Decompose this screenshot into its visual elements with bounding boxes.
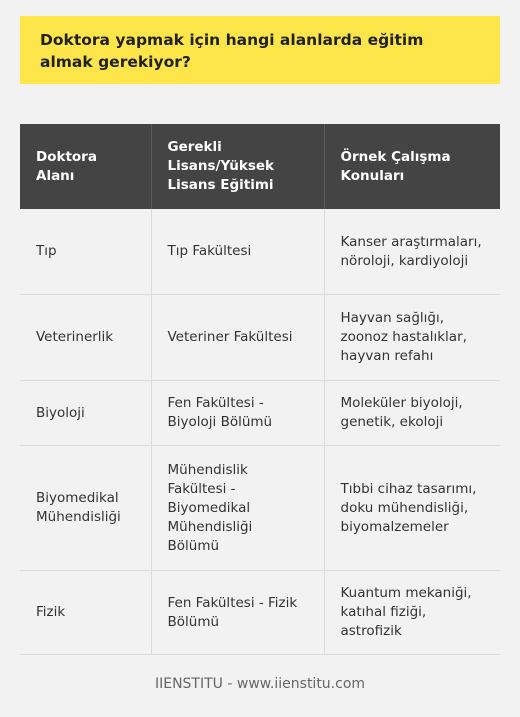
- cell-education: Mühendislik Fakültesi - Biyomedikal Mühendisliği Bölümü: [151, 446, 324, 571]
- table-row: [20, 571, 500, 655]
- table-row: [20, 209, 500, 295]
- footer-credit: IIENSTITU - www.iienstitu.com: [154, 676, 366, 692]
- cell-field: Tıp: [20, 209, 151, 295]
- cell-education: Fen Fakültesi - Biyoloji Bölümü: [151, 381, 324, 446]
- cell-topics: Kuantum mekaniği, katıhal fiziği, astrofizik: [324, 571, 500, 655]
- question-title: Doktora yapmak için hangi alanlarda eğitim almak gerekiyor?: [40, 31, 424, 71]
- cell-education: Tıp Fakültesi: [151, 209, 324, 295]
- question-banner: [20, 16, 500, 84]
- table-header-row: [20, 124, 500, 209]
- cell-topics: Tıbbi cihaz tasarımı, doku mühendisliği, biyomalzemeler: [324, 446, 500, 571]
- table-row: [20, 446, 500, 571]
- table-row: [20, 381, 500, 446]
- cell-field: Biyoloji: [20, 381, 151, 446]
- cell-education: Veteriner Fakültesi: [151, 295, 324, 381]
- cell-topics: Kanser araştırmaları, nöroloji, kardiyoloji: [324, 209, 500, 295]
- header-example-topics: Örnek Çalışma Konuları: [324, 124, 500, 209]
- cell-topics: Hayvan sağlığı, zoonoz hastalıklar, hayvan refahı: [324, 295, 500, 381]
- cell-topics: Moleküler biyoloji, genetik, ekoloji: [324, 381, 500, 446]
- cell-field: Veterinerlik: [20, 295, 151, 381]
- header-field: Doktora Alanı: [20, 124, 151, 209]
- header-required-education: Gerekli Lisans/Yüksek Lisans Eğitimi: [151, 124, 324, 209]
- doctorate-fields-table: [20, 124, 500, 655]
- cell-education: Fen Fakültesi - Fizik Bölümü: [151, 571, 324, 655]
- table-row: [20, 295, 500, 381]
- cell-field: Biyomedikal Mühendisliği: [20, 446, 151, 571]
- cell-field: Fizik: [20, 571, 151, 655]
